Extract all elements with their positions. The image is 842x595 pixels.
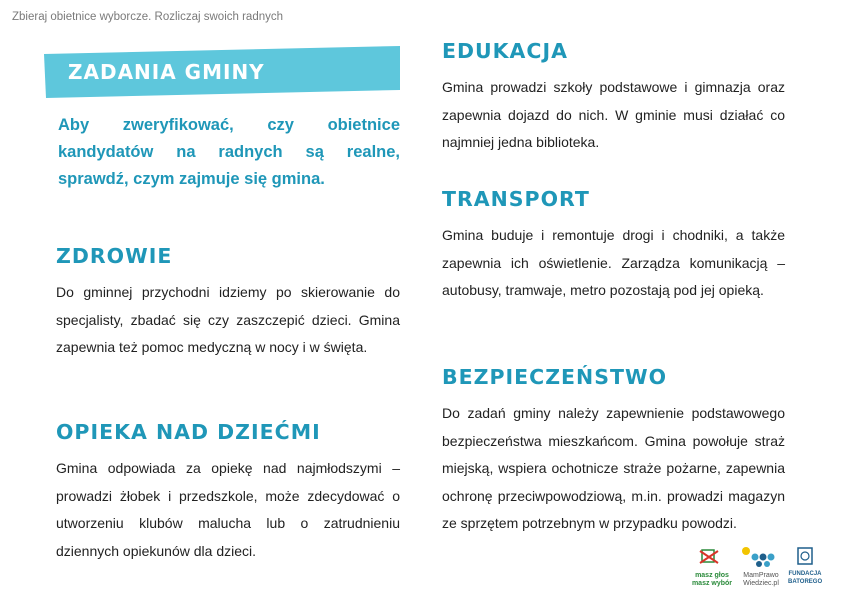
- section-transport: [442, 186, 785, 305]
- page-title: ZADANIA GMINY: [68, 60, 265, 84]
- section-opieka: [56, 419, 400, 565]
- batory-line2: BATOREGO: [788, 579, 823, 585]
- checkmark-box-icon: [688, 547, 736, 567]
- title-banner: [44, 46, 400, 98]
- section-bezpieczenstwo: [442, 364, 785, 538]
- masz-glos-line2: masz wybór: [691, 580, 733, 587]
- section-title-bezpieczenstwo: BEZPIECZEŃSTWO: [442, 365, 668, 389]
- section-body-bezpieczenstwo: Do zadań gminy należy zapewnienie podstawowego bezpieczeństwa mieszkańcom. Gmina powołuje straż miejską, wspiera ochotnicze straże pożarne, zapewnia ochronę przeciwpowodziową, m.in. prowadzi magazyn ze sprzętem potrzebnym w przypadku powodzi.: [442, 405, 785, 531]
- mam-prawo-logo: [740, 545, 782, 588]
- fundacja-batorego-logo: [788, 547, 822, 586]
- dots-cluster-icon: [740, 545, 782, 567]
- section-title-edukacja: EDUKACJA: [442, 39, 568, 63]
- batory-line1: FUNDACJA: [788, 571, 822, 577]
- masz-glos-logo: [688, 547, 736, 588]
- section-title-opieka: OPIEKA NAD DZIEĆMI: [56, 420, 321, 444]
- section-body-transport: Gmina buduje i remontuje drogi i chodniki, a także zapewnia ich oświetlenie. Zarządza komunikacją – autobusy, tramwaje, metro pozostają pod jej opieką.: [442, 227, 785, 298]
- section-edukacja: [442, 38, 785, 157]
- partner-logos: [688, 545, 823, 587]
- mam-prawo-line1: MamPrawo: [743, 572, 779, 579]
- section-body-opieka: Gmina odpowiada za opiekę nad najmłodszymi – prowadzi żłobek i przedszkole, może zdecydować o utworzeniu klubów malucha lub o zatrudnieniu dziennych opiekunów dla dzieci.: [56, 460, 400, 559]
- section-title-zdrowie: ZDROWIE: [56, 244, 173, 268]
- masz-glos-line1: masz głos: [695, 572, 729, 579]
- batory-emblem-icon: [788, 547, 822, 565]
- mam-prawo-line2: Wiedziec.pl: [743, 580, 779, 587]
- section-body-zdrowie: Do gminnej przychodni idziemy po skierowanie do specjalisty, zbadać się czy zaszczepić dzieci. Gmina zapewnia też pomoc medyczną w nocy i w święta.: [56, 284, 400, 355]
- section-zdrowie: [56, 243, 400, 362]
- intro-text: Aby zweryfikować, czy obietnice kandydatów na radnych są realne, sprawdź, czym zajmuje się gmina.: [58, 116, 400, 188]
- section-title-transport: TRANSPORT: [442, 187, 590, 211]
- header-tagline: Zbieraj obietnice wyborcze. Rozliczaj swoich radnych: [12, 11, 284, 23]
- section-body-edukacja: Gmina prowadzi szkoły podstawowe i gimnazja oraz zapewnia dojazd do nich. W gminie musi działać co najmniej jedna biblioteka.: [442, 79, 785, 150]
